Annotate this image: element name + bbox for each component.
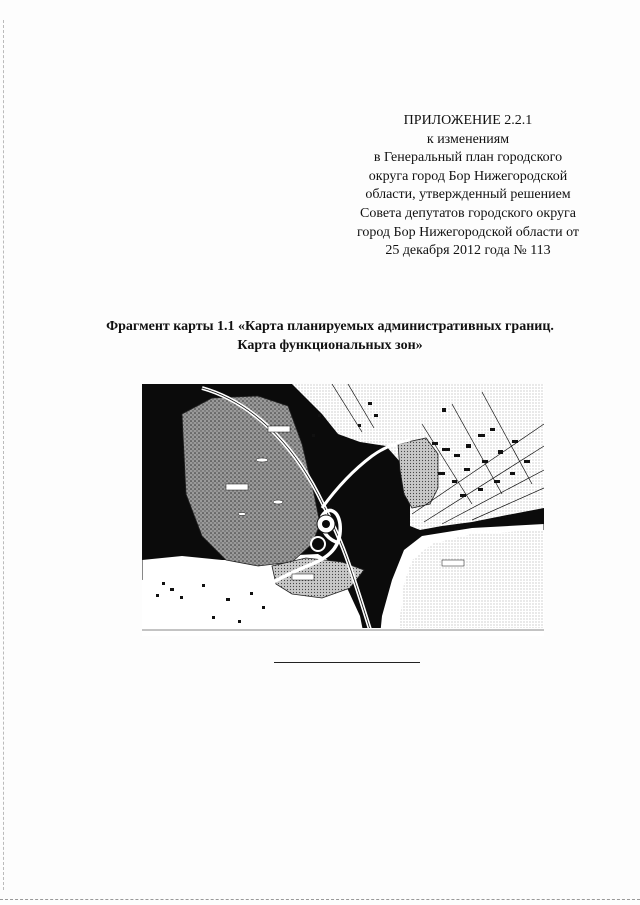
appendix-line: области, утвержденный решением <box>365 187 571 203</box>
appendix-line: к изменениям <box>426 131 510 147</box>
caption-line: Карта функциональных зон» <box>237 338 423 353</box>
map-fragment <box>142 384 544 636</box>
appendix-line: 25 декабря 2012 года № 113 <box>385 243 551 259</box>
appendix-block <box>330 112 606 261</box>
end-rule <box>274 662 420 663</box>
bottom-strip <box>142 628 544 636</box>
appendix-line: Совета депутатов городского округа <box>360 205 576 221</box>
appendix-line: округа город Бор Нижегородской <box>368 168 568 184</box>
scan-bottom-edge <box>0 899 640 900</box>
appendix-title: ПРИЛОЖЕНИЕ 2.2.1 <box>403 113 533 128</box>
map-caption <box>40 317 620 355</box>
appendix-line: город Бор Нижегородской области от <box>356 224 580 240</box>
roundabout-inner <box>322 520 330 528</box>
appendix-line: в Генеральный план городского <box>373 150 563 166</box>
scan-left-edge <box>3 20 4 890</box>
caption-line: Фрагмент карты 1.1 «Карта планируемых административных границ. <box>106 319 554 334</box>
